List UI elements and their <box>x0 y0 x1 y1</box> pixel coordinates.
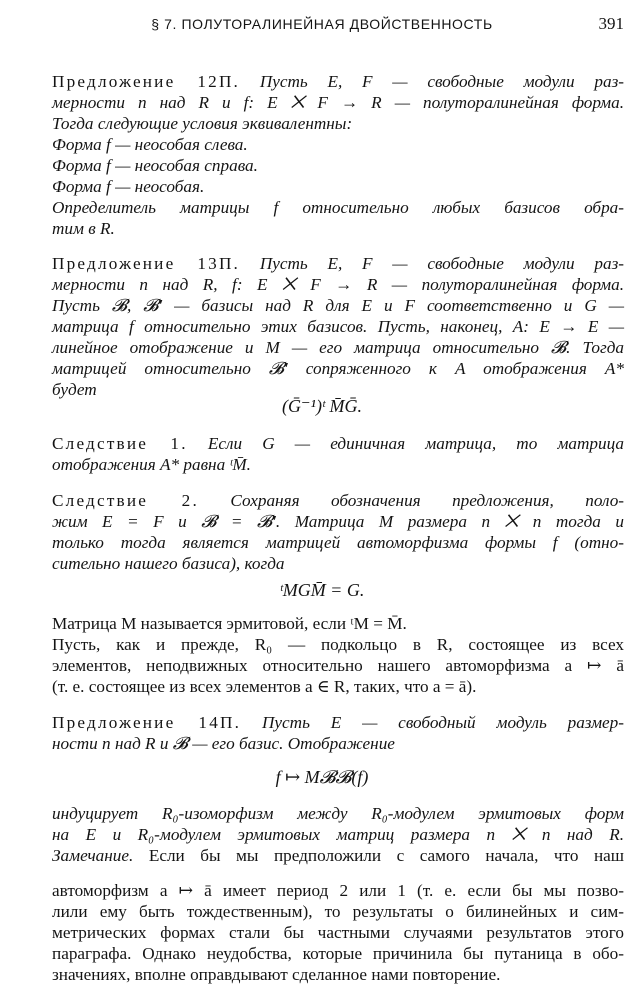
prop14-after-line-2: на E и R₀-модулем эрмитовых матриц размера n ⨉ n над R. <box>52 825 624 844</box>
prop12-line-3: Тогда следующие условия эквивалентны: <box>52 114 353 133</box>
prop12-cond-1: Форма f — неособая слева. <box>52 135 248 154</box>
page-number: 391 <box>598 14 624 33</box>
running-head <box>0 14 644 38</box>
prop12-cond-4-end: тим в R. <box>52 219 115 238</box>
text1-line-4: (т. е. состоящее из всех элементов a ∈ R, таких, что a = ā). <box>52 677 477 696</box>
remark-label: Замечание. <box>52 846 134 865</box>
corollary-2 <box>52 490 624 574</box>
remark-line-5: параграфа. Однако неудобства, которые причинила бы путаница в обо- <box>52 944 624 963</box>
prop13-line-6: матрицей относительно 𝓑′ сопряженного к A отображения A* <box>52 359 624 378</box>
remark-line-4: метрических формах стали бы частными случаями результатов этого <box>52 923 624 942</box>
remark-line-3: лили ему быть тождественным), то результаты о билинейных и сим- <box>52 902 624 921</box>
cor1-line-2: отображения A* равна ᵗM̄. <box>52 455 251 474</box>
prop12-line-2: мерности n над R и f: E ⨉ F → R — полуторалинейная форма. <box>52 93 624 112</box>
proposition-14 <box>52 712 624 754</box>
prop12-cond-3: Форма f — неособая. <box>52 177 205 196</box>
text1-line-3: элементов, неподвижных относительно нашего автоморфизма a ↦ ā <box>52 656 624 675</box>
text1-line-2: Пусть, как и прежде, R₀ — подкольцо в R, состоящее из всех <box>52 635 624 654</box>
prop13-label: Предложение 13П. <box>52 254 241 273</box>
cor2-line-3: только тогда является матрицей автоморфизма формы f (отно- <box>52 533 624 552</box>
prop12-line-1: Предложение 12П. Пусть E, F — свободные модули раз- <box>52 72 625 91</box>
proposition-12 <box>52 71 624 239</box>
prop14-line-2: ности n над R и 𝓑 — его базис. Отображение <box>52 734 395 753</box>
remark-line-6: значениях, вполне оправдывают сделанное нами повторение. <box>52 965 501 984</box>
cor2-line-4: сительно нашего базиса), когда <box>52 554 285 573</box>
running-head-title: § 7. ПОЛУТОРАЛИНЕЙНАЯ ДВОЙСТВЕННОСТЬ <box>151 16 493 32</box>
prop14-line-1: Предложение 14П. Пусть E — свободный модуль размер- <box>52 713 625 732</box>
prop12-cond-4: Определитель матрицы f относительно любых базисов обра- <box>52 198 624 217</box>
remark-line-2: автоморфизм a ↦ ā имеет период 2 или 1 (т. е. если бы мы позво- <box>52 881 624 900</box>
prop13-line-7: будет <box>52 380 97 399</box>
cor1-line-1: Следствие 1. Если G — единичная матрица, то матрица <box>52 434 625 453</box>
text1-line-1: Матрица M называется эрмитовой, если ᵗM = M̄. <box>52 614 407 633</box>
cor1-label: Следствие 1. <box>52 434 188 453</box>
cor2-line-2: жим E = F и 𝓑 = 𝓑′. Матрица M размера n ⨉ n тогда и <box>52 512 624 531</box>
remark-continued <box>52 880 624 985</box>
hermitian-paragraph <box>52 613 624 697</box>
prop13-line-5: линейное отображение и M — его матрица относительно 𝓑. Тогда <box>52 338 624 357</box>
remark-line-1: Замечание. Если бы мы предположили с самого начала, что наш <box>52 846 624 865</box>
cor2-label: Следствие 2. <box>52 491 199 510</box>
remark <box>52 845 624 866</box>
prop14-label: Предложение 14П. <box>52 713 242 732</box>
prop13-line-1: Предложение 13П. Пусть E, F — свободные модули раз- <box>52 254 625 273</box>
prop14-formula: f ↦ M𝓑𝓑(f) <box>275 767 369 787</box>
corollary-1 <box>52 433 624 475</box>
prop13-line-4: матрица f относительно этих базисов. Пусть, наконец, A: E → E — <box>52 317 624 336</box>
prop13-line-3: Пусть 𝓑, 𝓑′ — базисы над R для E и F соответственно и G — <box>52 296 624 315</box>
prop13-line-2: мерности n над R, f: E ⨉ F → R — полуторалинейная форма. <box>52 275 624 294</box>
prop13-formula: (Ḡ⁻¹)ᵗ M̄Ḡ. <box>282 396 362 416</box>
cor2-formula: ᵗMGM̄ = G. <box>279 580 365 600</box>
prop12-cond-2: Форма f — неособая справа. <box>52 156 258 175</box>
prop14-after <box>52 803 624 845</box>
prop14-after-line-1: индуцирует R₀-изоморфизм между R₀-модулем эрмитовых форм <box>52 804 624 823</box>
proposition-13 <box>52 253 624 400</box>
prop12-label: Предложение 12П. <box>52 72 241 91</box>
cor2-line-1: Следствие 2. Сохраняя обозначения предложения, поло- <box>52 491 625 510</box>
